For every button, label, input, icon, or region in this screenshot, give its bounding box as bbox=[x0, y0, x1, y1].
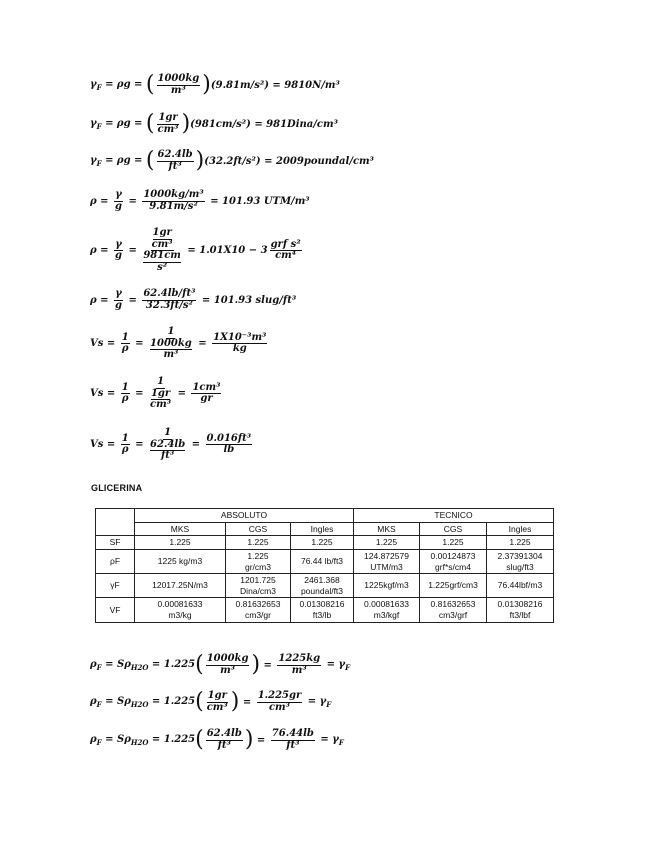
table-cell: 0.00081633 m3/kg bbox=[135, 598, 226, 622]
equation-density-cgs: ρ = $\frac{\gamma}{g}$ = 1gr cm³ 981cm s² = 1.01X10 − 3 $\frac{\text{grf s²}}{\text{cm⁴}}$ bbox=[90, 227, 301, 273]
corner-cell bbox=[96, 509, 135, 536]
equation-specific-volume-cgs: Vs = $\frac{1}{\rho}$ = 1 1gr cm³ = $\frac{\text{1cm³}}{gr}$ bbox=[90, 376, 221, 410]
table-cell: 1.225 bbox=[487, 536, 554, 550]
table-cell: 1201.725 Dina/cm3 bbox=[226, 574, 291, 598]
table-cell: 12017.25N/m3 bbox=[135, 574, 226, 598]
table-cell: 2461.368 poundal/ft3 bbox=[291, 574, 354, 598]
unit-header: MKS bbox=[354, 522, 420, 536]
table-cell: 76.44 lb/ft3 bbox=[291, 549, 354, 573]
equation-density-ingles: ρ = $\frac{\gamma}{g}$ = $\frac{\text{62.4lb/ft³}}{\text{32.3ft/s²}}$ = 101.93 slug/ft³ bbox=[90, 288, 297, 311]
table-cell: 1.225 bbox=[420, 536, 487, 550]
table-cell: 1.225 bbox=[291, 536, 354, 550]
table-cell: 0.00081633 m3/kgf bbox=[354, 598, 420, 622]
unit-header: MKS bbox=[135, 522, 226, 536]
table-cell: 76.44lbf/m3 bbox=[487, 574, 554, 598]
row-label: ρF bbox=[96, 549, 135, 573]
equation-glycerin-density-ingles: $\rho_F = S\rho_{H2O} = 1.225$ ( $\frac{62.4lb}{\text{ft³}}$ ) = $\frac{76.44lb}{\text{ft³}}$ = $\gamma_F$ bbox=[90, 727, 344, 752]
equation-specific-volume-mks: Vs = $\frac{1}{\rho}$ = 1 1000kg m³ = $\frac{\text{1X10⁻³m³}}{kg}$ bbox=[90, 326, 267, 360]
row-label: VF bbox=[96, 598, 135, 622]
table-cell: 1225kgf/m3 bbox=[354, 574, 420, 598]
table-row bbox=[96, 574, 554, 598]
table-cell: 124.872579 UTM/m3 bbox=[354, 549, 420, 573]
unit-header: CGS bbox=[420, 522, 487, 536]
row-label: SF bbox=[96, 536, 135, 550]
row-label: γF bbox=[96, 574, 135, 598]
group-absoluto: ABSOLUTO bbox=[135, 509, 354, 523]
glycerin-table bbox=[95, 508, 554, 623]
table-cell: 1225 kg/m3 bbox=[135, 549, 226, 573]
table-cell: 0.01308216 ft3/lbf bbox=[487, 598, 554, 622]
table-cell: 1.225 gr/cm3 bbox=[226, 549, 291, 573]
unit-header: Ingles bbox=[487, 522, 554, 536]
section-heading: GLICERINA bbox=[91, 483, 143, 493]
table-cell: 1.225 bbox=[135, 536, 226, 550]
equation-specific-weight-mks: $\gamma_F = \rho g$ = ( $\frac{1000kg}{\text{m³}}$ ) (9.81m/s²) = 9810N/m³ bbox=[90, 72, 340, 97]
table-cell: 1.225grf/cm3 bbox=[420, 574, 487, 598]
table-row bbox=[96, 549, 554, 573]
equation-specific-weight-ingles: $\gamma_F = \rho g$ = ( $\frac{62.4lb}{\text{ft³}}$ ) (32.2ft/s²) = 2009poundal/cm³ bbox=[90, 148, 375, 173]
table-cell: 1.225 bbox=[226, 536, 291, 550]
table-cell: 0.00124873 grf*s/cm4 bbox=[420, 549, 487, 573]
equation-specific-weight-cgs: $\gamma_F = \rho g$ = ( $\frac{1gr}{\text{cm³}}$ ) (981cm/s²) = 981Dina/cm³ bbox=[90, 111, 338, 136]
equation-density-mks: ρ = $\frac{\gamma}{g}$ = $\frac{\text{1000kg/m³}}{\text{9.81m/s²}}$ = 101.93 UTM/m³ bbox=[90, 189, 310, 212]
equation-glycerin-density-mks: $\rho_F = S\rho_{H2O} = 1.225$ ( $\frac{1000kg}{\text{m³}}$ ) = $\frac{1225kg}{\text{m³}}$ = $\gamma_F$ bbox=[90, 652, 351, 677]
table-row bbox=[96, 536, 554, 550]
table-cell: 1.225 bbox=[354, 536, 420, 550]
table-cell: 0.81632653 cm3/grf bbox=[420, 598, 487, 622]
equation-specific-volume-ingles: Vs = $\frac{1}{\rho}$ = 1 62.4lb ft³ = $\frac{\text{0.016ft³}}{lb}$ bbox=[90, 427, 252, 461]
equation-glycerin-density-cgs: $\rho_F = S\rho_{H2O} = 1.225$ ( $\frac{1gr}{\text{cm³}}$ ) = $\frac{1.225gr}{\text{cm³}}$ = $\gamma_F$ bbox=[90, 689, 332, 714]
table-row bbox=[96, 598, 554, 622]
group-tecnico: TECNICO bbox=[354, 509, 554, 523]
unit-header: Ingles bbox=[291, 522, 354, 536]
unit-header: CGS bbox=[226, 522, 291, 536]
table-cell: 0.81632653 cm3/gr bbox=[226, 598, 291, 622]
table-cell: 2.37391304 slug/ft3 bbox=[487, 549, 554, 573]
table-cell: 0.01308216 ft3/lb bbox=[291, 598, 354, 622]
